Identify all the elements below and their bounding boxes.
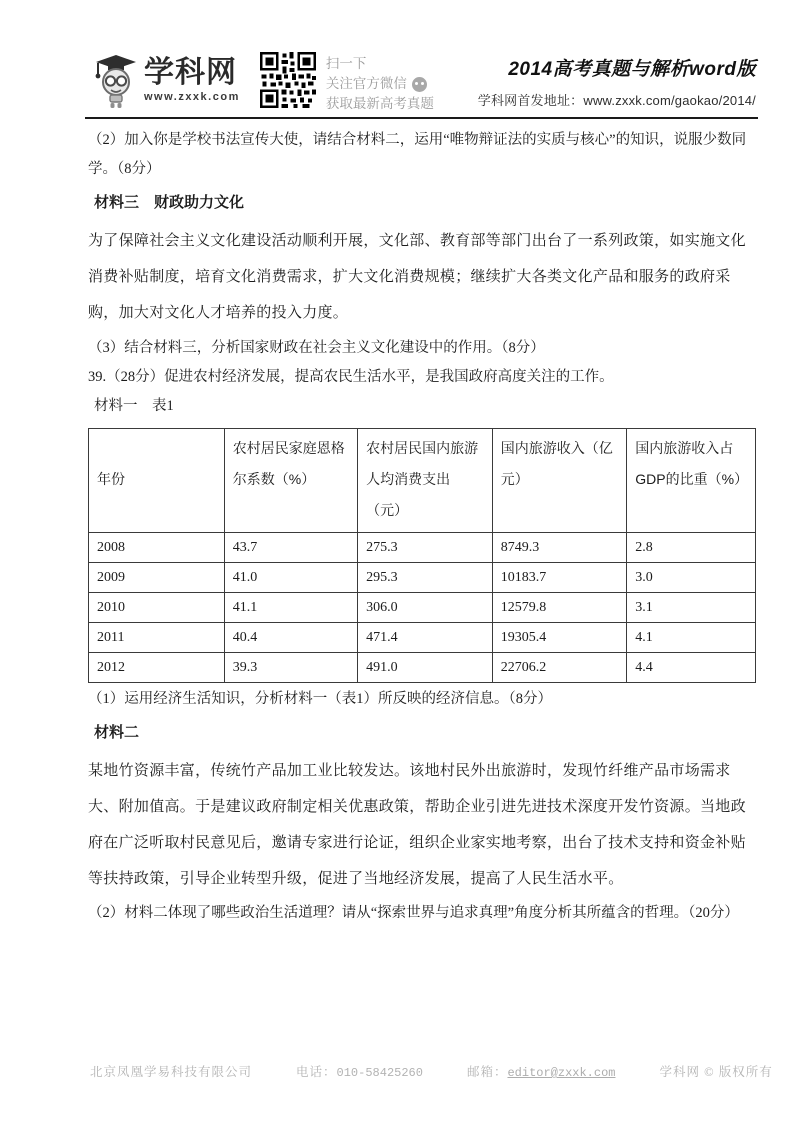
table-header-row	[89, 429, 756, 533]
table-row	[89, 653, 756, 683]
email-link[interactable]: editor@zxxk.com	[507, 1066, 616, 1080]
table-header-cell: 年份	[89, 429, 225, 533]
table-cell: 491.0	[358, 653, 493, 683]
qr-caption-line: 扫一下	[325, 56, 367, 71]
table-head	[89, 429, 756, 533]
qr-captions	[326, 54, 434, 114]
zxxk-logo	[86, 48, 240, 115]
footer-email: 邮箱：editor@zxxk.com	[466, 1065, 616, 1080]
table-cell: 2012	[89, 653, 225, 683]
header-divider	[85, 117, 758, 119]
wechat-bubble-icon	[412, 77, 427, 92]
edition-title: 2014高考真题与解析word版	[508, 59, 756, 80]
logo-url: www.zxxk.com	[144, 91, 240, 103]
table-row	[89, 563, 756, 593]
qr-caption-line: 获取最新高考真题	[325, 96, 434, 111]
table-row	[89, 533, 756, 563]
table-header-cell: 国内旅游收入（亿元）	[492, 429, 627, 533]
qr-caption-line: 关注官方微信	[326, 74, 434, 94]
table-cell: 40.4	[224, 623, 357, 653]
table-header-cell: 农村居民家庭恩格尔系数（%）	[224, 429, 357, 533]
table-body	[89, 533, 756, 683]
table-cell: 471.4	[358, 623, 493, 653]
table-cell: 8749.3	[492, 533, 627, 563]
header-right	[478, 54, 756, 109]
material-2-text: 某地竹资源丰富，传统竹产品加工业比较发达。该地村民外出旅游时，发现竹纤维产品市场需求大、附加值高。于是建议政府制定相关优惠政策，帮助企业引进先进技术深度开发竹资源。当地政府在广泛听取村民意见后，邀请专家进行论证，组织企业家实地考察，出台了技术支持和资金补贴等扶持政策，引导企业转型升级，促进了当地经济发展，提高了人民生活水平。	[88, 761, 746, 887]
material-2-heading: 材料二	[94, 724, 140, 741]
qr-code-icon	[260, 52, 316, 113]
document-content	[88, 126, 756, 928]
material-1-heading: 材料一 表1	[94, 398, 174, 414]
table-cell: 41.1	[224, 593, 357, 623]
page-header	[86, 48, 756, 115]
release-address: 学科网首发地址：www.zxxk.com/gaokao/2014/	[477, 93, 756, 108]
table-cell: 275.3	[358, 533, 493, 563]
material-table	[88, 428, 756, 683]
footer-company: 北京凤凰学易科技有限公司	[90, 1065, 253, 1079]
footer-phone: 电话：010-58425260	[296, 1065, 423, 1080]
table-cell: 22706.2	[492, 653, 627, 683]
mascot-icon	[86, 48, 140, 115]
table-cell: 306.0	[358, 593, 493, 623]
table-cell: 2009	[89, 563, 225, 593]
question-39: 39.（28分）促进农村经济发展，提高农民生活水平，是我国政府高度关注的工作。	[88, 369, 614, 385]
table-cell: 12579.8	[492, 593, 627, 623]
question-39-1: （1）运用经济生活知识，分析材料一（表1）所反映的经济信息。（8分）	[88, 691, 552, 707]
logo-text	[144, 58, 240, 103]
table-header-cell: 国内旅游收入占GDP的比重（%）	[627, 429, 756, 533]
material-3-heading: 材料三 财政助力文化	[94, 194, 245, 211]
table-cell: 2.8	[627, 533, 756, 563]
table-cell: 41.0	[224, 563, 357, 593]
table-cell: 43.7	[224, 533, 357, 563]
question-39-2: （2）材料二体现了哪些政治生活道理？请从“探索世界与追求真理”角度分析其所蕴含的哲理。（20分）	[88, 905, 739, 921]
table-cell: 39.3	[224, 653, 357, 683]
table-cell: 295.3	[358, 563, 493, 593]
question-3: （3）结合材料三，分析国家财政在社会主义文化建设中的作用。（8分）	[88, 340, 545, 356]
page-footer	[90, 1062, 773, 1080]
table-row	[89, 623, 756, 653]
table-cell: 3.1	[627, 593, 756, 623]
logo-name: 学科网	[144, 56, 237, 89]
table-cell: 10183.7	[492, 563, 627, 593]
table-cell: 19305.4	[492, 623, 627, 653]
table-row	[89, 593, 756, 623]
table-cell: 3.0	[627, 563, 756, 593]
table-header-cell: 农村居民国内旅游人均消费支出（元）	[358, 429, 493, 533]
material-3-text: 为了保障社会主义文化建设活动顺利开展，文化部、教育部等部门出台了一系列政策，如实施文化消费补贴制度，培育文化消费需求，扩大文化消费规模；继续扩大各类文化产品和服务的政府采购，加大对文化人才培养的投入力度。	[88, 231, 746, 321]
table-cell: 2010	[89, 593, 225, 623]
footer-copyright: 学科网 © 版权所有	[659, 1065, 773, 1079]
table-cell: 2011	[89, 623, 225, 653]
question-2: （2）加入你是学校书法宣传大使，请结合材料二，运用“唯物辩证法的实质与核心”的知识，说服少数同学。（8分）	[88, 132, 747, 177]
table-cell: 4.4	[627, 653, 756, 683]
table-cell: 2008	[89, 533, 225, 563]
table-cell: 4.1	[627, 623, 756, 653]
